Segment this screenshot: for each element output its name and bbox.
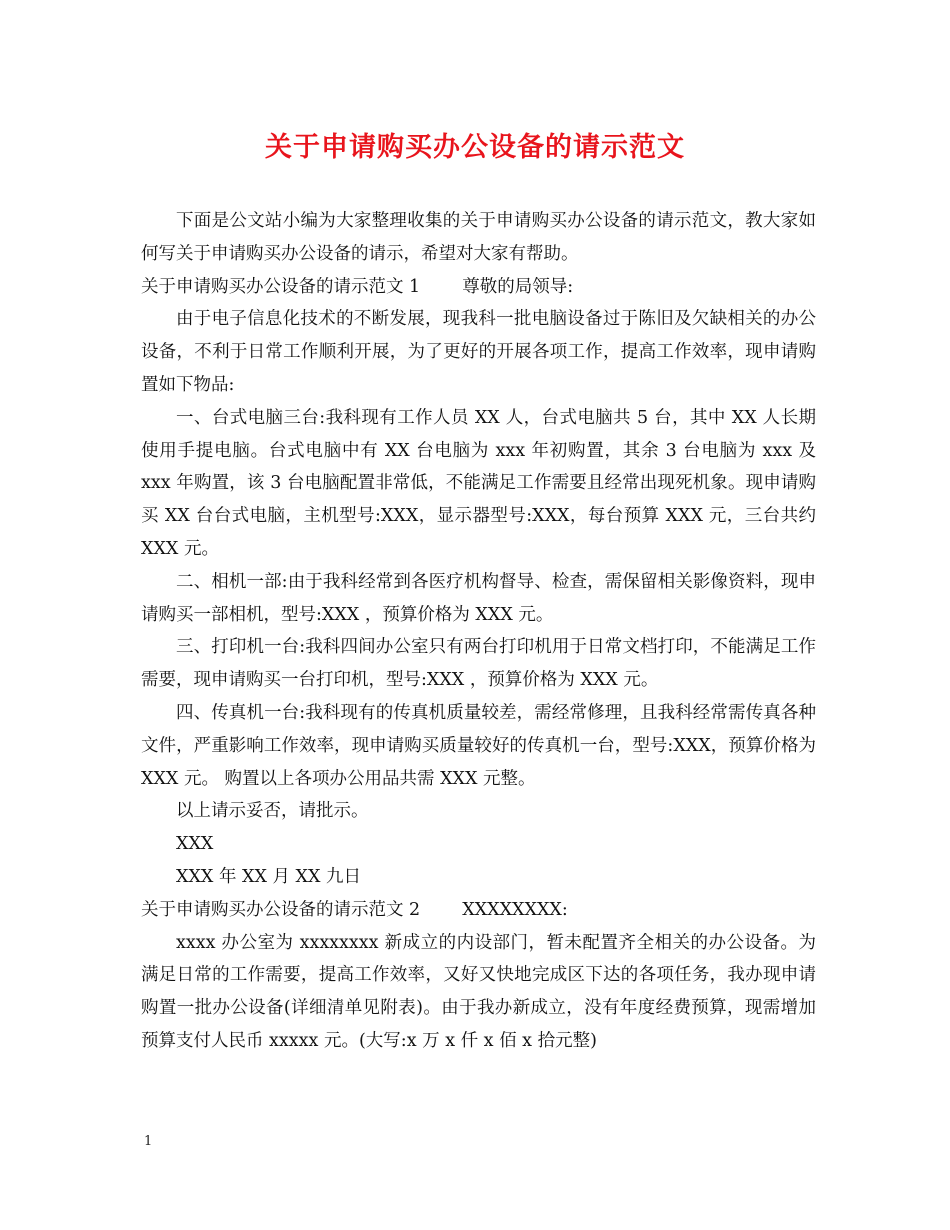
sample-2-paragraph: xxxx 办公室为 xxxxxxxx 新成立的内设部门，暂未配置齐全相关的办公设备。为满足日常的工作需要，提高工作效率，又好又快地完成区下达的各项任务，我办现申请购置一批办公设备(详细清单见附表)。由于我办新成立，没有年度经费预算，现需增加预算支付人民币 xxxxx 元。(大写:x 万 x 仟 x 佰 x 拾元整) [141, 932, 816, 1051]
sample-1-signature: XXX [176, 834, 214, 855]
document-body [141, 205, 816, 1058]
sample-2-heading: 关于申请购买办公设备的请示范文 2 [141, 899, 421, 920]
sample-1-item-printer: 三、打印机一台:我科四间办公室只有两台打印机用于日常文档打印，不能满足工作需要，现申请购买一台打印机，型号:XXX ，预算价格为 XXX 元。 [141, 637, 816, 691]
sample-1-paragraph: 由于电子信息化技术的不断发展，现我科一批电脑设备过于陈旧及欠缺相关的办公设备，不利于日常工作顺利开展，为了更好的开展各项工作，提高工作效率，现申请购置如下物品: [141, 309, 816, 395]
sample-1-heading: 关于申请购买办公设备的请示范文 1 [141, 276, 421, 297]
sample-1-date: XXX 年 XX 月 XX 九日 [176, 866, 362, 887]
sample-2-salutation: XXXXXXXX: [462, 899, 568, 920]
sample-1-closing: 以上请示妥否，请批示。 [176, 801, 369, 822]
sample-1-item-desktop: 一、台式电脑三台:我科现有工作人员 XX 人，台式电脑共 5 台，其中 XX 人长期使用手提电脑。台式电脑中有 XX 台电脑为 xxx 年初购置，其余 3 台电脑为 xxx 及 xxx 年购置，该 3 台电脑配置非常低，不能满足工作需要且经常出现死机象。现申请购买 XX 台台式电脑，主机型号:XXX，显示器型号:XXX，每台预算 XXX 元，三台共约 XXX 元。 [141, 407, 816, 559]
sample-1-heading-line [141, 271, 816, 304]
sample-1-salutation: 尊敬的局领导: [462, 276, 574, 297]
intro-paragraph: 下面是公文站小编为大家整理收集的关于申请购买办公设备的请示范文，教大家如何写关于申请购买办公设备的请示，希望对大家有帮助。 [141, 211, 816, 264]
page-number: 1 [144, 1134, 153, 1149]
sample-1-item-fax: 四、传真机一台:我科现有的传真机质量较差，需经常修理，且我科经常需传真各种文件，严重影响工作效率，现申请购买质量较好的传真机一台，型号:XXX，预算价格为 XXX 元。 购置以上各项办公用品共需 XXX 元整。 [141, 702, 816, 789]
sample-1-item-camera: 二、相机一部:由于我科经常到各医疗机构督导、检查，需保留相关影像资料，现申请购买一部相机，型号:XXX ，预算价格为 XXX 元。 [141, 571, 816, 625]
document-title: 关于申请购买办公设备的请示范文 [265, 132, 685, 163]
sample-2-heading-line [141, 894, 816, 927]
